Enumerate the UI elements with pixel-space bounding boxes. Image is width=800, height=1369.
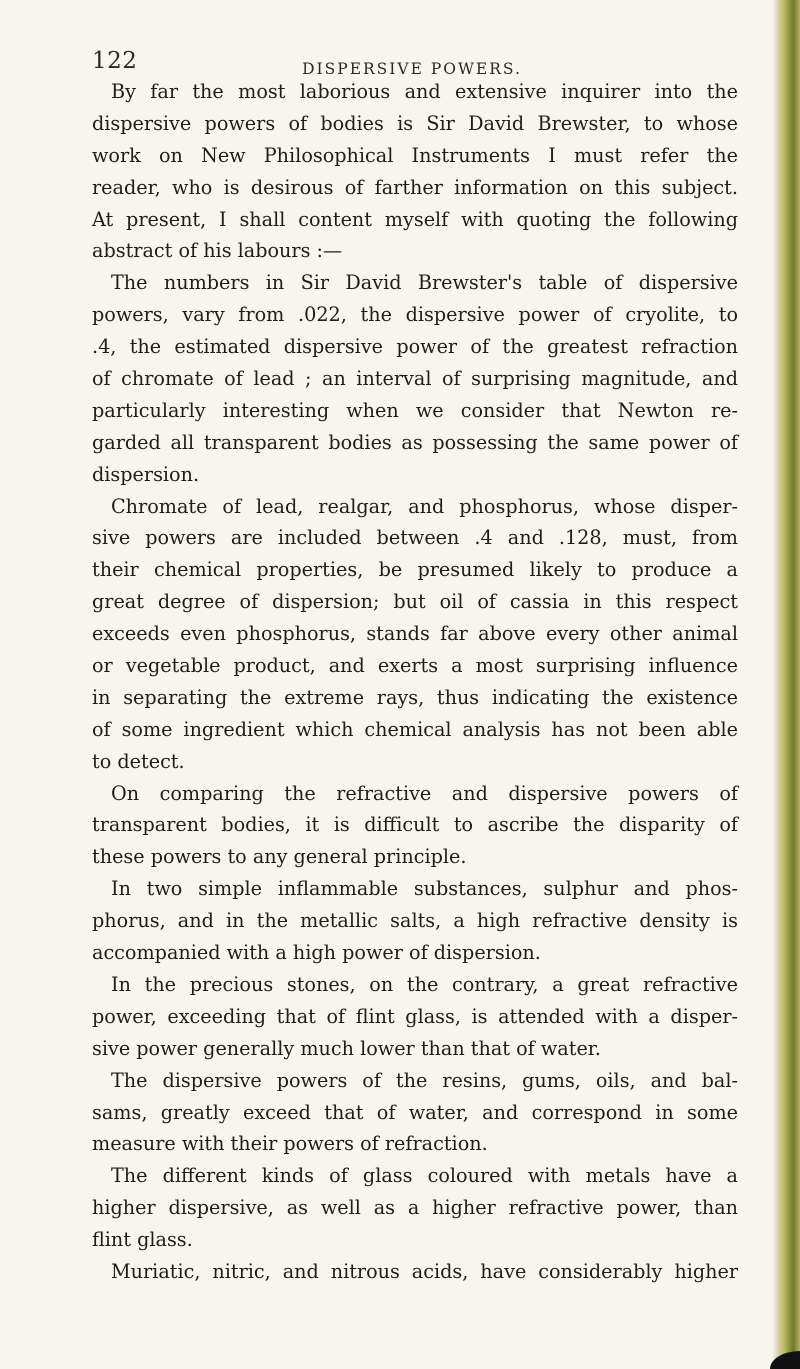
text-line: The numbers in Sir David Brewster's table of dispersive: [111, 271, 738, 295]
text-line: Muriatic, nitric, and nitrous acids, have considerably higher: [111, 1259, 738, 1283]
text-line: higher dispersive, as well as a higher refractive power, than: [92, 1196, 738, 1220]
text-line: By far the most laborious and extensive inquirer into the: [111, 80, 738, 103]
text-line: phorus, and in the metallic salts, a high refractive density is: [92, 909, 738, 933]
text-line: of chromate of lead ; an interval of surprising magnitude, and: [92, 367, 738, 391]
text-line: particularly interesting when we consider that Newton re-: [92, 398, 738, 422]
text-line: dispersion.: [92, 462, 200, 486]
page-number: 122: [92, 48, 138, 74]
text-line: Chromate of lead, realgar, and phosphorus, whose disper-: [111, 494, 738, 518]
text-line: abstract of his labours :—: [92, 239, 343, 263]
text-line: At present, I shall content myself with quoting the following: [92, 207, 738, 231]
text-line: powers, vary from .022, the dispersive power of cryolite, to: [92, 303, 738, 327]
text-line: On comparing the refractive and dispersive powers of: [111, 781, 738, 805]
text-line: exceeds even phosphorus, stands far above every other animal: [92, 622, 738, 646]
text-line: In two simple inflammable substances, sulphur and phos-: [111, 877, 738, 901]
text-line: or vegetable product, and exerts a most surprising influence: [92, 654, 738, 678]
text-line: power, exceeding that of flint glass, is attended with a disper-: [92, 1004, 738, 1028]
text-line: reader, who is desirous of farther information on this subject.: [92, 175, 738, 199]
text-line: .4, the estimated dispersive power of the greatest refraction: [92, 335, 738, 359]
text-line: The dispersive powers of the resins, gums, oils, and bal-: [111, 1068, 738, 1092]
text-line: their chemical properties, be presumed likely to produce a: [92, 558, 738, 582]
page-header: [92, 40, 732, 80]
text-line: great degree of dispersion; but oil of cassia in this respect: [92, 590, 738, 614]
text-line: of some ingredient which chemical analysis has not been able: [92, 717, 738, 741]
text-line: to detect.: [92, 749, 185, 773]
text-line: The different kinds of glass coloured with metals have a: [111, 1164, 738, 1188]
running-head: DISPERSIVE POWERS.: [302, 60, 522, 78]
body-text: [92, 76, 738, 1288]
page-edge: [778, 0, 800, 1369]
text-line: In the precious stones, on the contrary, a great refractive: [111, 972, 738, 996]
text-line: sams, greatly exceed that of water, and correspond in some: [92, 1100, 738, 1124]
text-line: these powers to any general principle.: [92, 845, 467, 869]
text-line: dispersive powers of bodies is Sir David Brewster, to whose: [92, 111, 738, 135]
text-line: sive powers are included between .4 and .128, must, from: [92, 526, 738, 550]
text-line: in separating the extreme rays, thus indicating the existence: [92, 685, 738, 709]
text-line: garded all transparent bodies as possessing the same power of: [92, 430, 738, 454]
text-line: accompanied with a high power of dispersion.: [92, 941, 541, 965]
text-line: transparent bodies, it is difficult to ascribe the disparity of: [92, 813, 738, 837]
text-line: flint glass.: [92, 1228, 193, 1252]
text-line: sive power generally much lower than that of water.: [92, 1036, 601, 1060]
text-line: work on New Philosophical Instruments I must refer the: [92, 143, 738, 167]
text-line: measure with their powers of refraction.: [92, 1132, 488, 1156]
